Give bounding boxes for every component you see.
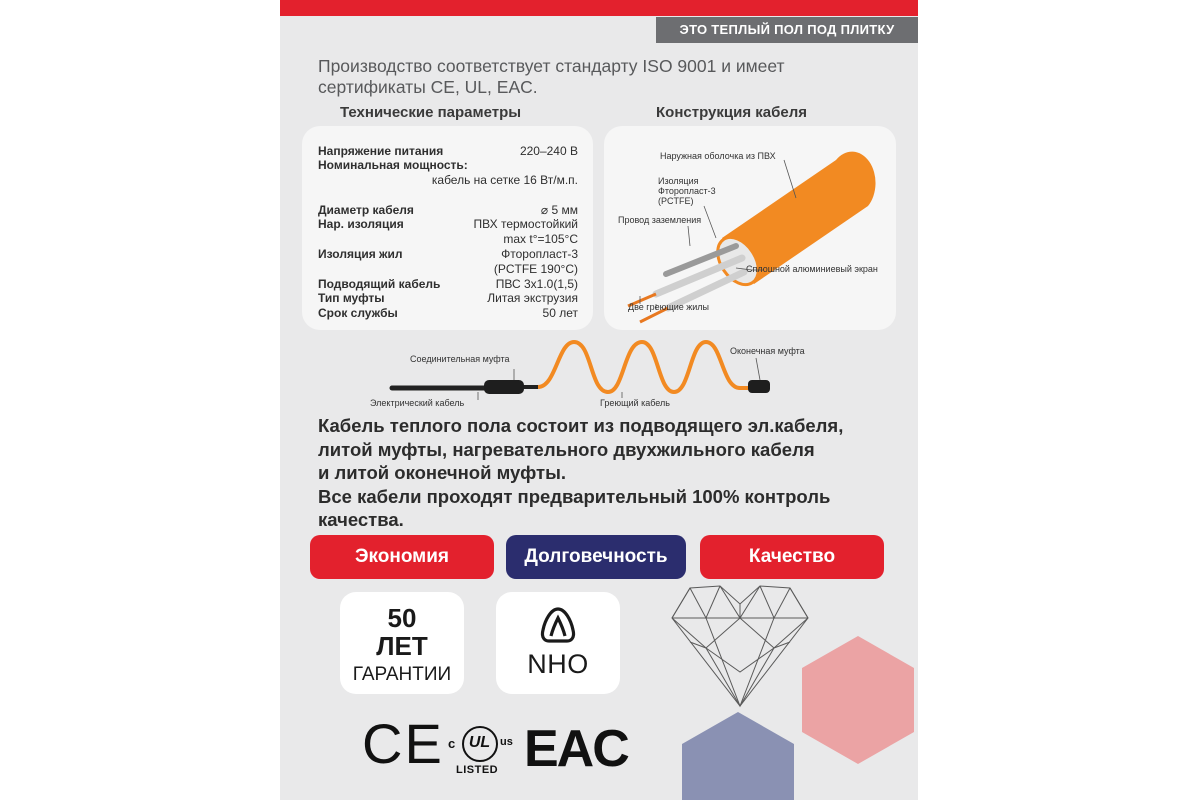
ul-mark	[448, 722, 520, 778]
spec-label-core-insulation: Изоляция жил	[318, 247, 403, 261]
spec-value-lead-cable: ПВС 3х1.0(1,5)	[495, 277, 578, 291]
label-ground-wire: Провод заземления	[618, 215, 702, 225]
ul-text: UL	[468, 734, 491, 751]
hexagon-blue	[682, 712, 794, 800]
spec-label-lifetime: Срок службы	[318, 306, 398, 320]
spec-value-pctfe: (PCTFE 190°C)	[493, 262, 578, 276]
leader-end-sleeve	[756, 358, 760, 380]
description-line-3: и литой оконечной муфты.	[318, 462, 567, 484]
label-end-sleeve: Оконечная муфта	[730, 346, 805, 356]
label-insulation-3: (PCTFE)	[658, 196, 694, 206]
label-screen: Сплошной алюминиевый экран	[746, 264, 878, 274]
label-insulation-2: Фторопласт-3	[658, 186, 716, 196]
label-insulation-1: Изоляция	[658, 176, 699, 186]
brand-logo-icon	[539, 606, 577, 644]
label-connector: Соединительная муфта	[410, 354, 510, 364]
label-outer-sheath: Наружная оболочка из ПВХ	[660, 151, 776, 161]
pill-durability: Долговечность	[506, 535, 686, 579]
label-heating-cores: Две греющие жилы	[628, 302, 710, 312]
product-panel	[280, 0, 918, 800]
label-heating-cable: Греющий кабель	[600, 398, 670, 408]
description-line-5: качества.	[318, 509, 404, 531]
spec-value-outer-insulation: ПВХ термостойкий	[473, 217, 578, 231]
description-line-2: литой муфты, нагревательного двухжильного кабеля	[318, 438, 815, 460]
specs-title: Технические параметры	[340, 104, 522, 121]
spec-value-power: кабель на сетке 16 Вт/м.п.	[431, 173, 578, 187]
spec-value-core-insulation: Фторопласт-3	[501, 247, 578, 261]
heating-cable-shape	[538, 342, 752, 392]
spec-label-diameter: Диаметр кабеля	[318, 203, 414, 217]
spec-label-sleeve-type: Тип муфты	[318, 291, 385, 305]
cable-construction-diagram	[604, 126, 896, 330]
description-line-4: Все кабели проходят предварительный 100% контроль	[318, 485, 831, 507]
spec-value-lifetime: 50 лет	[542, 306, 578, 320]
label-electric-cable: Электрический кабель	[370, 398, 465, 408]
description-paragraph	[318, 414, 898, 532]
banner: ЭТО ТЕПЛЫЙ ПОЛ ПОД ПЛИТКУ	[656, 17, 918, 43]
intro-text: Производство соответствует стандарту ISO 9001 и имеет сертификаты CE, UL, EAC.	[318, 56, 785, 97]
warranty-badge	[340, 592, 464, 694]
pill-quality: Качество	[700, 535, 884, 579]
cable-assembly-diagram	[360, 336, 840, 416]
brand-name: NHO	[527, 649, 589, 679]
brand-badge	[496, 592, 620, 694]
eac-text: EAC	[524, 720, 628, 778]
eac-mark	[524, 718, 628, 778]
specs-table	[318, 144, 578, 324]
spec-value-diameter: ⌀ 5 мм	[540, 203, 578, 217]
ul-listed-text: LISTED	[456, 764, 499, 776]
spec-label-voltage: Напряжение питания	[318, 144, 444, 158]
warranty-unit: ЛЕТ	[376, 631, 428, 661]
wireframe-heart-icon	[666, 582, 814, 712]
construction-title: Конструкция кабеля	[656, 104, 807, 121]
hexagon-pink	[802, 636, 914, 764]
ul-us-text: us	[500, 736, 513, 748]
spec-value-sleeve-type: Литая экструзия	[487, 291, 578, 305]
spec-value-max-temp: max t°=105°C	[503, 232, 578, 246]
warranty-text: ГАРАНТИИ	[352, 664, 452, 685]
ul-circle	[462, 726, 498, 762]
spec-label-outer-insulation: Нар. изоляция	[318, 217, 404, 231]
connector-sleeve-shape	[484, 380, 524, 394]
spec-label-power: Номинальная мощность:	[318, 158, 468, 172]
ce-mark: CE	[362, 712, 444, 775]
leader-ground	[688, 226, 690, 246]
leader-insulation	[704, 206, 716, 238]
end-sleeve-shape	[748, 380, 770, 393]
spec-label-lead-cable: Подводящий кабель	[318, 277, 441, 291]
description-line-1: Кабель теплого пола состоит из подводящего эл.кабеля,	[318, 415, 844, 436]
pill-economy: Экономия	[310, 535, 494, 579]
warranty-years: 50	[387, 603, 417, 633]
spec-value-voltage: 220–240 В	[519, 144, 578, 158]
top-accent-bar	[280, 0, 918, 16]
ul-c-text: c	[448, 736, 456, 751]
